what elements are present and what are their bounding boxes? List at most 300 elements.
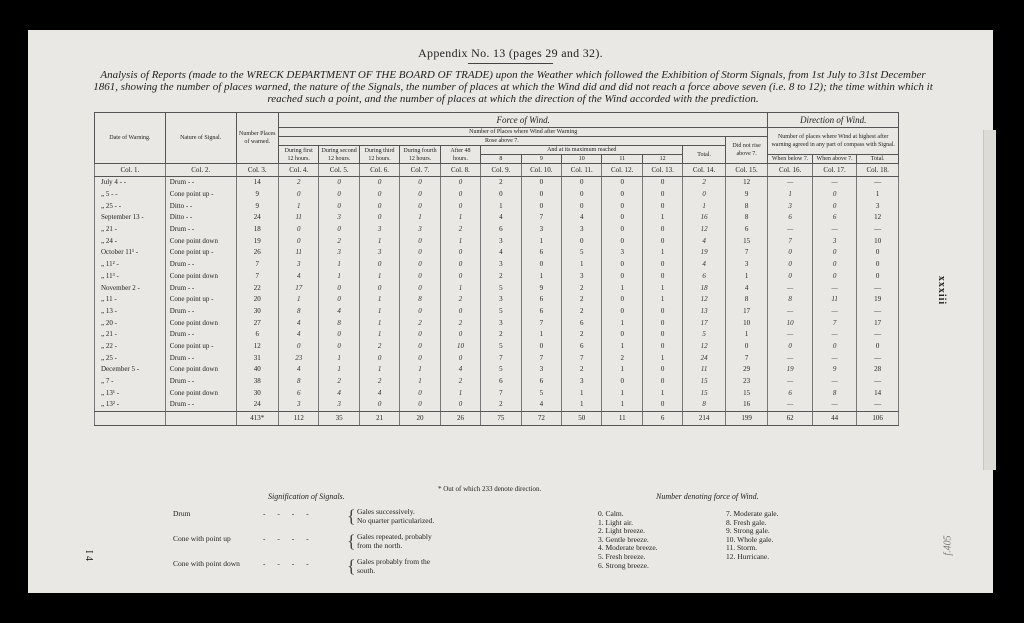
force-scale-list-1	[598, 510, 658, 570]
table-cell: 214	[683, 411, 725, 425]
table-cell: 0	[562, 235, 602, 247]
table-cell: 3	[521, 224, 561, 236]
table-cell: 5	[481, 364, 521, 376]
table-cell: 30	[236, 306, 278, 318]
table-cell: 15	[725, 235, 768, 247]
table-cell: 1	[521, 271, 561, 283]
header-period-4: During fourth 12 hours.	[400, 146, 440, 164]
table-cell: 14	[236, 177, 278, 189]
table-cell: 0	[400, 387, 440, 399]
table-cell: 4	[319, 306, 359, 318]
table-cell: 1	[278, 200, 318, 212]
table-cell: 23	[278, 352, 318, 364]
table-cell: 22	[236, 282, 278, 294]
table-cell: 0	[319, 341, 359, 353]
table-cell: Drum - -	[165, 177, 236, 189]
table-cell: 0	[400, 259, 440, 271]
table-cell: Col. 1.	[95, 164, 166, 177]
table-cell: 2	[481, 329, 521, 341]
table-cell: 0	[725, 341, 768, 353]
table-cell: „ 11 -	[95, 294, 166, 306]
table-cell: 1	[642, 352, 682, 364]
table-cell: 0	[812, 200, 856, 212]
table-row	[95, 341, 899, 353]
signal-description: Gales probably from the south.	[357, 557, 431, 575]
analysis-table	[94, 112, 899, 426]
table-cell: Col. 3.	[236, 164, 278, 177]
table-cell: 12	[683, 294, 725, 306]
table-cell: 17	[278, 282, 318, 294]
table-cell: 11	[278, 247, 318, 259]
table-cell: 0	[602, 271, 642, 283]
table-cell: 0	[440, 189, 480, 201]
table-cell: —	[812, 352, 856, 364]
table-cell: 4	[481, 247, 521, 259]
brace-icon: {	[347, 531, 356, 551]
table-cell: 12	[683, 341, 725, 353]
table-cell: 3	[319, 399, 359, 411]
table-cell: „ 25 - -	[95, 200, 166, 212]
header-maximum-reached: And at its maximum reached	[481, 146, 683, 155]
table-cell: Ditto - -	[165, 212, 236, 224]
table-cell: 4	[278, 364, 318, 376]
table-cell: 1	[440, 212, 480, 224]
table-cell: 1	[602, 317, 642, 329]
table-cell: 40	[236, 364, 278, 376]
table-cell: 0	[602, 189, 642, 201]
header-places: Number Places of warned.	[236, 113, 278, 164]
table-cell: 0	[400, 271, 440, 283]
table-cell: Col. 9.	[481, 164, 521, 177]
table-cell: Col. 13.	[642, 164, 682, 177]
table-cell: 3	[768, 200, 812, 212]
table-cell: 3	[278, 399, 318, 411]
table-cell: 0	[642, 317, 682, 329]
table-cell: December 5 -	[95, 364, 166, 376]
table-cell: 62	[768, 411, 812, 425]
table-cell: Cone point up -	[165, 341, 236, 353]
table-cell: 1	[440, 235, 480, 247]
table-cell: 4	[521, 399, 561, 411]
force-scale-item: 3. Gentle breeze.	[598, 534, 649, 544]
table-cell: 0	[642, 399, 682, 411]
table-cell: 1	[400, 364, 440, 376]
table-cell: 2	[481, 399, 521, 411]
table-cell: 7	[236, 271, 278, 283]
table-cell: 1	[359, 364, 399, 376]
brace-icon: {	[347, 556, 356, 576]
table-cell: Col. 10.	[521, 164, 561, 177]
table-cell: 0	[400, 352, 440, 364]
table-cell: „ 7 -	[95, 376, 166, 388]
table-cell: 199	[725, 411, 768, 425]
table-cell: 0	[359, 352, 399, 364]
leader-dots: - - - -	[263, 509, 314, 518]
table-cell: 3	[481, 317, 521, 329]
table-cell: 0	[319, 177, 359, 189]
table-cell: 0	[400, 189, 440, 201]
table-cell: —	[768, 177, 812, 189]
table-cell: 6	[725, 224, 768, 236]
table-cell: 0	[359, 189, 399, 201]
table-cell: 7	[725, 247, 768, 259]
table-cell	[165, 411, 236, 425]
footnote: * Out of which 233 denote direction.	[438, 485, 542, 493]
side-page-number: xxxiii	[936, 275, 948, 306]
table-cell: 6	[521, 306, 561, 318]
table-cell: 4	[319, 387, 359, 399]
table-cell: 2	[562, 282, 602, 294]
table-cell: Drum - -	[165, 399, 236, 411]
table-cell: 2	[440, 294, 480, 306]
table-cell: 0	[481, 189, 521, 201]
force-scale-item: 2. Light breeze.	[598, 526, 646, 536]
table-cell: 0	[642, 329, 682, 341]
table-cell: 0	[440, 177, 480, 189]
table-cell: 0	[857, 259, 899, 271]
table-cell: 18	[683, 282, 725, 294]
appendix-heading: Appendix No. 13 (pages 29 and 32).	[418, 46, 603, 60]
table-cell: September 13 -	[95, 212, 166, 224]
table-cell: 8	[725, 200, 768, 212]
table-cell: 0	[812, 259, 856, 271]
table-cell: 15	[683, 387, 725, 399]
header-force-8: 8	[481, 155, 521, 164]
table-cell: 7	[521, 317, 561, 329]
table-cell: 18	[236, 224, 278, 236]
table-cell: 5	[562, 247, 602, 259]
signal-description: Gales repeated, probably from the north.	[357, 532, 432, 550]
table-cell: 4	[359, 387, 399, 399]
table-cell: Cone point down	[165, 387, 236, 399]
table-cell: 1	[278, 294, 318, 306]
table-cell: 0	[602, 329, 642, 341]
table-cell: 9	[725, 189, 768, 201]
table-cell: 0	[359, 259, 399, 271]
table-cell: 0	[602, 306, 642, 318]
table-cell: 3	[319, 247, 359, 259]
table-cell: 0	[440, 259, 480, 271]
table-cell: 1	[400, 212, 440, 224]
header-direction-total: Total.	[857, 155, 899, 164]
table-cell: 3	[319, 212, 359, 224]
table-cell: 3	[562, 224, 602, 236]
table-cell: 0	[359, 282, 399, 294]
table-cell: 7	[236, 259, 278, 271]
table-cell: —	[812, 399, 856, 411]
table-cell: 0	[319, 282, 359, 294]
table-cell: 1	[642, 247, 682, 259]
table-cell: Col. 7.	[400, 164, 440, 177]
table-cell: 21	[359, 411, 399, 425]
table-cell: 72	[521, 411, 561, 425]
table-cell: 3	[812, 235, 856, 247]
table-cell: 0	[400, 235, 440, 247]
table-cell: 5	[683, 329, 725, 341]
table-cell: 1	[602, 364, 642, 376]
table-cell: 15	[683, 376, 725, 388]
table-cell: 10	[857, 235, 899, 247]
leader-dots: - - - -	[263, 534, 314, 543]
table-cell: 0	[359, 200, 399, 212]
table-cell: 3	[562, 271, 602, 283]
table-cell: 8	[725, 212, 768, 224]
table-cell: 4	[562, 212, 602, 224]
table-row	[95, 399, 899, 411]
table-cell: „ 5 - -	[95, 189, 166, 201]
table-cell: 26	[440, 411, 480, 425]
table-cell: 7	[521, 212, 561, 224]
table-cell: 29	[725, 364, 768, 376]
table-cell: 0	[400, 282, 440, 294]
table-cell: 0	[319, 294, 359, 306]
header-when-below: When below 7.	[768, 155, 812, 164]
table-cell: 3	[481, 259, 521, 271]
table-cell: —	[857, 306, 899, 318]
table-cell: 0	[440, 247, 480, 259]
table-cell: —	[812, 177, 856, 189]
table-cell: 3	[725, 259, 768, 271]
header-force-of-wind: Force of Wind.	[278, 113, 767, 128]
table-cell: Drum - -	[165, 329, 236, 341]
table-cell: 5	[481, 282, 521, 294]
table-cell: 0	[602, 259, 642, 271]
table-cell: 0	[562, 200, 602, 212]
brace-icon: {	[347, 506, 356, 526]
table-cell: Ditto - -	[165, 200, 236, 212]
table-cell: Cone point down	[165, 317, 236, 329]
table-cell: 8	[768, 294, 812, 306]
table-cell: 12	[857, 212, 899, 224]
table-body	[95, 164, 899, 426]
table-cell: 0	[683, 189, 725, 201]
table-cell: 0	[521, 259, 561, 271]
table-cell: 0	[319, 224, 359, 236]
table-cell: 1	[602, 282, 642, 294]
table-cell: 1	[768, 189, 812, 201]
table-cell: 0	[812, 341, 856, 353]
table-cell: 0	[642, 271, 682, 283]
table-cell: 0	[521, 200, 561, 212]
table-cell: —	[768, 224, 812, 236]
table-cell: 0	[359, 399, 399, 411]
table-cell: 0	[400, 247, 440, 259]
table-cell: 0	[278, 235, 318, 247]
table-cell: 0	[521, 341, 561, 353]
table-cell: 10	[725, 317, 768, 329]
force-scale-item: 7. Moderate gale.	[726, 509, 779, 518]
table-cell: —	[768, 399, 812, 411]
table-cell: Cone point down	[165, 364, 236, 376]
table-cell: Cone point up -	[165, 189, 236, 201]
table-cell: 75	[481, 411, 521, 425]
table-row	[95, 235, 899, 247]
table-cell: 106	[857, 411, 899, 425]
table-cell: 11	[278, 212, 318, 224]
table-cell: 1	[602, 341, 642, 353]
table-cell: 5	[521, 387, 561, 399]
table-cell: —	[812, 224, 856, 236]
signal-name: Drum	[173, 509, 191, 518]
table-cell: 413*	[236, 411, 278, 425]
table-cell: 10	[768, 317, 812, 329]
force-scale-item: 9. Strong gale.	[726, 526, 770, 536]
table-cell: 19	[683, 247, 725, 259]
table-cell: 0	[857, 341, 899, 353]
table-cell: 15	[725, 387, 768, 399]
table-cell: 8	[278, 376, 318, 388]
table-cell: 1	[359, 235, 399, 247]
table-cell: 1	[440, 387, 480, 399]
table-cell: 1	[521, 235, 561, 247]
table-cell: „ 21 -	[95, 224, 166, 236]
table-cell: 5	[481, 341, 521, 353]
table-cell: 5	[481, 306, 521, 318]
table-cell: 4	[683, 235, 725, 247]
force-scale-item: 6. Strong breeze.	[598, 560, 649, 570]
table-row	[95, 212, 899, 224]
table-cell: 6	[768, 212, 812, 224]
table-cell: 0	[602, 235, 642, 247]
table-row	[95, 200, 899, 212]
table-cell: 8	[683, 399, 725, 411]
table-cell: 2	[440, 224, 480, 236]
table-cell: Cone point down	[165, 271, 236, 283]
table-cell: 3	[359, 247, 399, 259]
table-cell: 0	[278, 189, 318, 201]
table-cell: 2	[359, 376, 399, 388]
table-cell: 24	[236, 399, 278, 411]
table-cell: 1	[857, 189, 899, 201]
table-cell: 28	[857, 364, 899, 376]
table-cell: 0	[400, 329, 440, 341]
force-scale-item: 11. Storm.	[726, 543, 758, 553]
table-cell: 0	[642, 235, 682, 247]
table-cell: 0	[400, 200, 440, 212]
table-cell: 11	[683, 364, 725, 376]
force-scale-list-2	[726, 510, 778, 562]
table-cell: 4	[481, 212, 521, 224]
table-cell: 0	[602, 376, 642, 388]
table-cell: 1	[359, 306, 399, 318]
table-cell: 0	[642, 189, 682, 201]
signal-name: Cone with point down	[173, 559, 240, 568]
table-cell: 0	[521, 177, 561, 189]
table-cell: November 2 -	[95, 282, 166, 294]
force-scale-item: 12. Hurricane.	[726, 551, 770, 561]
table-cell: 26	[236, 247, 278, 259]
header-period-3: During third 12 hours.	[359, 146, 399, 164]
table-cell: 19	[768, 364, 812, 376]
table-cell: 0	[768, 259, 812, 271]
table-cell: 27	[236, 317, 278, 329]
table-cell: 4	[278, 317, 318, 329]
table-row	[95, 306, 899, 318]
table-cell: 9	[521, 282, 561, 294]
table-cell: Col. 16.	[768, 164, 812, 177]
table-cell: „ 22 -	[95, 341, 166, 353]
table-cell: 7	[521, 352, 561, 364]
header-rose-above: Rose above 7.	[278, 137, 725, 146]
table-cell: —	[812, 329, 856, 341]
table-cell: 2	[319, 376, 359, 388]
table-cell: Drum - -	[165, 224, 236, 236]
table-cell: 0	[768, 271, 812, 283]
header-when-above: When above 7.	[812, 155, 856, 164]
table-cell: 6	[236, 329, 278, 341]
table-cell: 1	[481, 200, 521, 212]
header-force-12: 12	[642, 155, 682, 164]
table-cell: 3	[562, 376, 602, 388]
signification-title: Signification of Signals.	[268, 492, 345, 501]
table-row	[95, 376, 899, 388]
table-cell: 24	[683, 352, 725, 364]
table-cell: 0	[400, 177, 440, 189]
table-cell: 0	[642, 224, 682, 236]
table-cell: 20	[400, 411, 440, 425]
table-cell: Col. 15.	[725, 164, 768, 177]
table-cell: 0	[359, 177, 399, 189]
force-scale-item: 5. Fresh breeze.	[598, 551, 646, 561]
table-cell: 0	[521, 189, 561, 201]
table-cell: 1	[359, 317, 399, 329]
force-scale-item: 0. Calm.	[598, 509, 624, 518]
table-cell: 6	[521, 376, 561, 388]
table-cell: 3	[278, 259, 318, 271]
table-cell: 6	[683, 271, 725, 283]
table-cell: 1	[400, 376, 440, 388]
table-cell: 1	[440, 282, 480, 294]
table-row	[95, 282, 899, 294]
table-cell: —	[812, 306, 856, 318]
table-cell: 1	[562, 399, 602, 411]
table-cell: 6	[481, 376, 521, 388]
table-cell: 7	[481, 352, 521, 364]
header-direction-desc: Number of places where Wind at highest after warning agreed in any part of compass with Signal.	[768, 128, 899, 155]
table-cell: 2	[278, 177, 318, 189]
table-cell: 0	[319, 189, 359, 201]
table-cell: „ 21 -	[95, 329, 166, 341]
table-cell: 6	[562, 317, 602, 329]
force-scale-item: 1. Light air.	[598, 517, 633, 527]
pencil-folio-note: f.405	[942, 535, 954, 556]
table-cell: 17	[725, 306, 768, 318]
table-cell: 10	[440, 341, 480, 353]
table-cell: 3	[359, 224, 399, 236]
table-cell: 8	[812, 387, 856, 399]
table-cell: 1	[642, 387, 682, 399]
document-page	[28, 30, 993, 593]
table-cell: 6	[521, 247, 561, 259]
table-cell: 2	[440, 376, 480, 388]
table-cell: 24	[236, 212, 278, 224]
table-cell: 16	[725, 399, 768, 411]
table-cell: 1	[725, 271, 768, 283]
table-cell: 1	[602, 387, 642, 399]
force-scale-item: 4. Moderate breeze.	[598, 543, 658, 553]
table-cell: 8	[319, 317, 359, 329]
table-cell: 0	[642, 341, 682, 353]
table-cell: 2	[562, 294, 602, 306]
table-cell: 3	[602, 247, 642, 259]
table-cell: 0	[857, 271, 899, 283]
table-cell: 6	[481, 224, 521, 236]
report-title: Analysis of Reports (made to the WRECK DEPARTMENT OF THE BOARD OF TRADE) upon the Weather which followed the Exhibition of Storm Signals, from 1st July to 31st December 1861, showing the number of places warned, the nature of the Signals, the number of places at which the Wind did and did not reach a force above seven (i.e. 8 to 12); the time within which it reached such a point, and the number of places at which the direction of the Wind accorded with the prediction.	[93, 69, 933, 105]
table-cell: „ 13¹ -	[95, 387, 166, 399]
table-cell: 8	[725, 294, 768, 306]
table-cell: 6	[521, 294, 561, 306]
table-cell: 11	[812, 294, 856, 306]
